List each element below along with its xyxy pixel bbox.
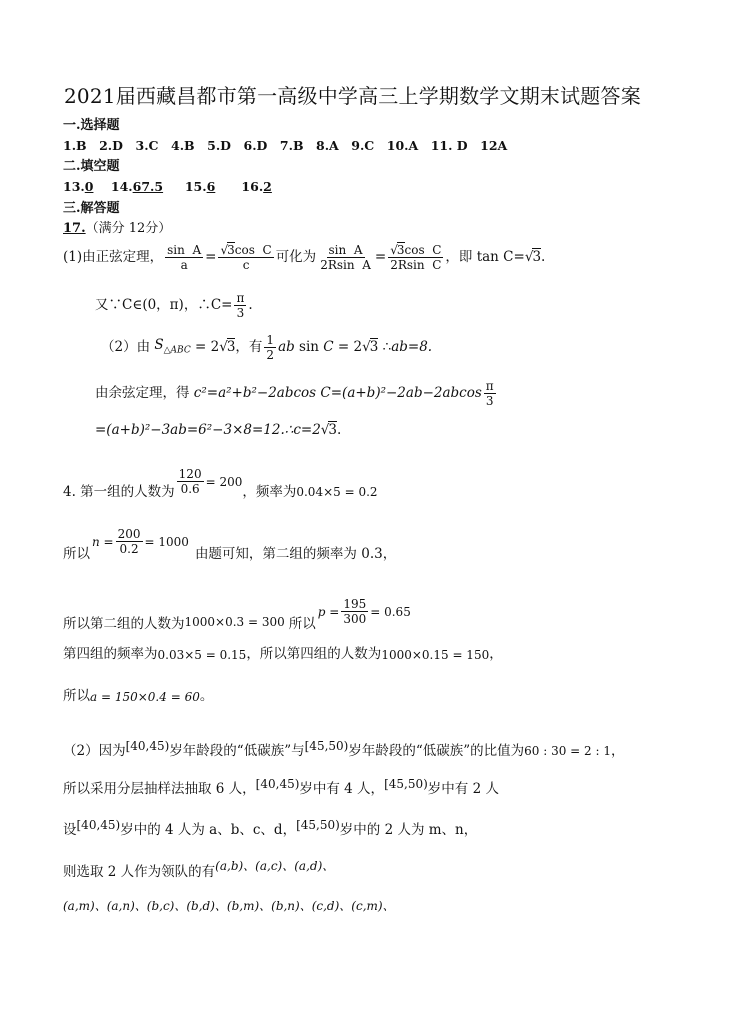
choice-answers: 1.B 2.D 3.C 4.B 5.D 6.D 7.B 8.A 9.C 10.A 11. D 12A [63,138,508,153]
section-heading-fill: 二.填空题 [63,159,120,174]
page-title: 2021届西藏昌都市第一高级中学高三上学期数学文期末试题答案 [64,84,641,108]
q4-line-1: 4. 第一组的人数为 $\frac{120}{0.6}$ = 200 ，频率为 0.04×5 = 0.2 [63,467,378,500]
q4-line-2: 所以 n = $\frac{200}{0.2}$ = 1000 由题可知，第二组的频率为 0.3， [63,527,397,562]
q4-line-4: 第四组的频率为 0.03×5 = 0.15 ，所以第四组的人数为 1000×0.15 = 150 ， [63,646,503,662]
section-heading-solve: 三.解答题 [63,201,120,216]
q17-line-3: （2）由 $S_{\triangle ABC}$ = 2√3 ，有 $\frac{1}{2}$ ab sin C = 2√3 ∴ ab=8. [101,333,433,362]
q4-line-10: (a,m)、(a,n)、(b,c)、(b,d)、(b,m)、(b,n)、(c,d)、(c,m)、 [63,899,395,913]
section-heading-choice: 一.选择题 [63,118,120,133]
q17-header: 17.（满分 12分） [63,221,172,236]
q4-line-8: 设 [40,45) 岁中的 4 人为 a、b、c、d， [45,50) 岁中的 2 人为 m、n， [63,817,478,838]
q4-line-3: 所以第二组的人数为 1000×0.3 = 300 所以 p = $\frac{195}{300}$ = 0.65 [63,597,411,632]
q4-line-7: 所以采用分层抽样法抽取 6 人， [40,45) 岁中有 4 人， [45,50) 岁中有 2 人 [63,776,499,797]
q4-line-6: （2）因为 [40,45) 岁年龄段的“低碳族”与 [45,50) 岁年龄段的“低碳族”的比值为 60 : 30 = 2 : 1 ， [63,738,625,759]
q17-line-4: 由余弦定理，得 c²=a²+b²−2abcos C=(a+b)²−2ab−2abcos $\frac{\pi}{3}$ [95,379,494,408]
q17-line-5: =(a+b)²−3ab=6²−3×8=12.∴c=2√3. [95,422,342,438]
q4-line-5: 所以 a = 150×0.4 = 60 。 [63,688,214,704]
q17-line-2: 又∵C∈(0，π)，∴C= $\frac{\pi}{3}$ . [95,291,253,320]
q17-line-1: (1)由正弦定理， $\frac{\text{sin A}}{a}$ = $\frac{\text{√3cos C}}{c}$ 可化为 $\frac{\text{sin A}}{\text{2Rsin A}}$ = $\frac{\text{√3cos C}}{\text{2Rsin C}}$ ，即 tan C= √3. [63,243,546,272]
fill-answers: 13.0 14.67.5 15.6 16.2 [63,179,272,194]
q4-line-9: 则选取 2 人作为领队的有 (a,b)、(a,c)、(a,d)、 [63,858,335,880]
